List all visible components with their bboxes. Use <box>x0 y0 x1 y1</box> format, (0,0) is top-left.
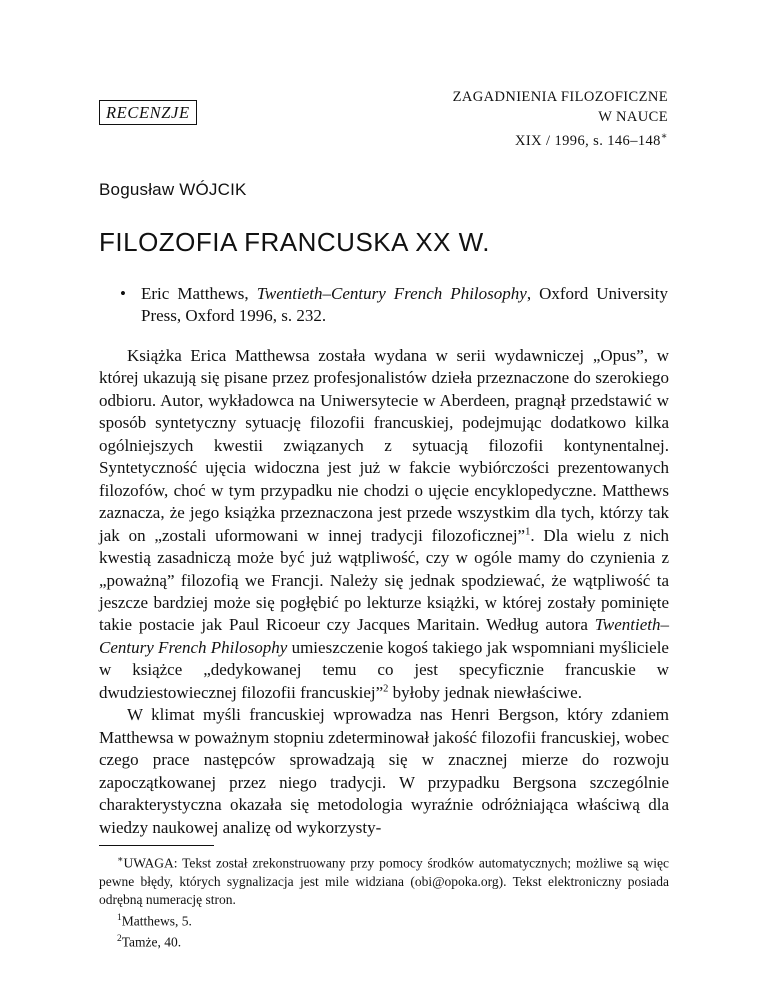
footnote-ref-2: 2 <box>383 683 389 695</box>
book-author: Eric Matthews, <box>141 284 257 303</box>
journal-volume-text: XIX / 1996, s. 146–148 <box>515 132 661 149</box>
footnote-1-mark: 1 <box>117 912 122 923</box>
bibliography-item <box>120 283 668 327</box>
bibliography-text <box>141 283 668 327</box>
bullet-icon: • <box>120 284 126 303</box>
article-body <box>99 345 669 839</box>
footnote-2-mark: 2 <box>117 934 122 944</box>
footnote-star <box>99 851 669 909</box>
paragraph-2: W klimat myśli francuskiej wprowadza nas Henri Bergson, który zdaniem Matthewsa w poważnym stopniu zdeterminował jakość filozofii francuskiej, wobec czego prace następców sprowadzają się w znacznej mierze do rozwoju zapoczątkowanej przez niego tradycji. W przypadku Bergsona szczególnie charakterystyczna okazała się metodologia wyraźnie odróżniająca właściwą dla wiedzy naukowej analizę od wykorzysty- <box>99 705 669 837</box>
section-label: RECENZJE <box>99 100 197 125</box>
book-title: Twentieth–Century French Philosophy <box>256 284 527 303</box>
footnote-star-mark: ∗ <box>117 855 124 865</box>
footnote-2 <box>99 930 669 952</box>
footnote-1 <box>99 909 669 931</box>
book-title-inline: Twentieth–Century French Philosophy <box>99 615 669 657</box>
book-publisher: , Oxford University Press, Oxford 1996, s. 232. <box>141 284 669 325</box>
footnotes <box>99 851 669 952</box>
journal-name: ZAGADNIENIA FILOZOFICZNE <box>452 89 668 105</box>
article-title: FILOZOFIA FRANCUSKA XX W. <box>99 227 491 257</box>
paragraph-1-text-a: Książka Erica Matthewsa została wydana w serii wydawniczej „Opus”, w której ukazują się pisane przez profesjonalistów dzieła przeznaczone do szerokiego odbioru. Autor, wykładowca na Uniwersytecie w Aberdeen, pragnął przedstawić w sposób syntetyczny sytuację filozofii francuskiej, podejmując dodatkowo kilka ogólniejszych kwestii związanych z sytuacją filozofii kontynentalnej. Syntetyczność ujęcia widoczna jest już w fakcie wybiórczości prezentowanych filozofów, choć w tym przypadku nie chodzi o ujęcie encyklopedyczne. Matthews zaznacza, że jego książka przeznaczona jest przede wszystkim dla tych, którzy tak jak on „zostali uformowani w innej tradycji filozoficznej” <box>99 346 669 545</box>
paragraph-1 <box>99 345 669 704</box>
paragraph-1-text-d: byłoby jednak niewłaściwe. <box>388 682 582 702</box>
journal-volume <box>348 127 668 151</box>
footnote-star-text: UWAGA: Tekst został zrekonstruowany przy pomocy środków automatycznych; możliwe są więc pewne błędy, których sygnalizacja jest mile widziana (obi@opoka.org). Tekst elektroniczny posiada odrębną numerację stron. <box>99 855 669 907</box>
journal-subtitle: W NAUCE <box>598 108 668 125</box>
footnote-ref-1: 1 <box>525 525 531 537</box>
footnote-divider <box>99 845 214 846</box>
paragraph-1-text-c: umieszczenie kogoś takiego jak wspomniani myśliciele w książce „dedykowanej temu co jest specyficznie francuskie w dwudziestowiecznej filozofii francuskiej” <box>99 637 669 702</box>
journal-header <box>348 88 668 151</box>
paragraph-1-text-b: . Dla wielu z nich kwestią zasadniczą może być już wątpliwość, czy w ogóle mamy do czynienia z „poważną” filozofią we Francji. Należy się jednak spodziewać, że wątpliwość ta jeszcze bardziej może się pogłębić po lekturze książki, w której zostały pominięte takie postacie jak Paul Ricoeur czy Jacques Maritain. Według autora <box>99 525 669 635</box>
footnote-1-text: Matthews, 5. <box>121 913 192 928</box>
article-author: Bogusław WÓJCIK <box>99 180 247 199</box>
footnote-2-text: Tamże, 40. <box>121 934 182 950</box>
footnote-star-ref: ∗ <box>660 131 668 142</box>
